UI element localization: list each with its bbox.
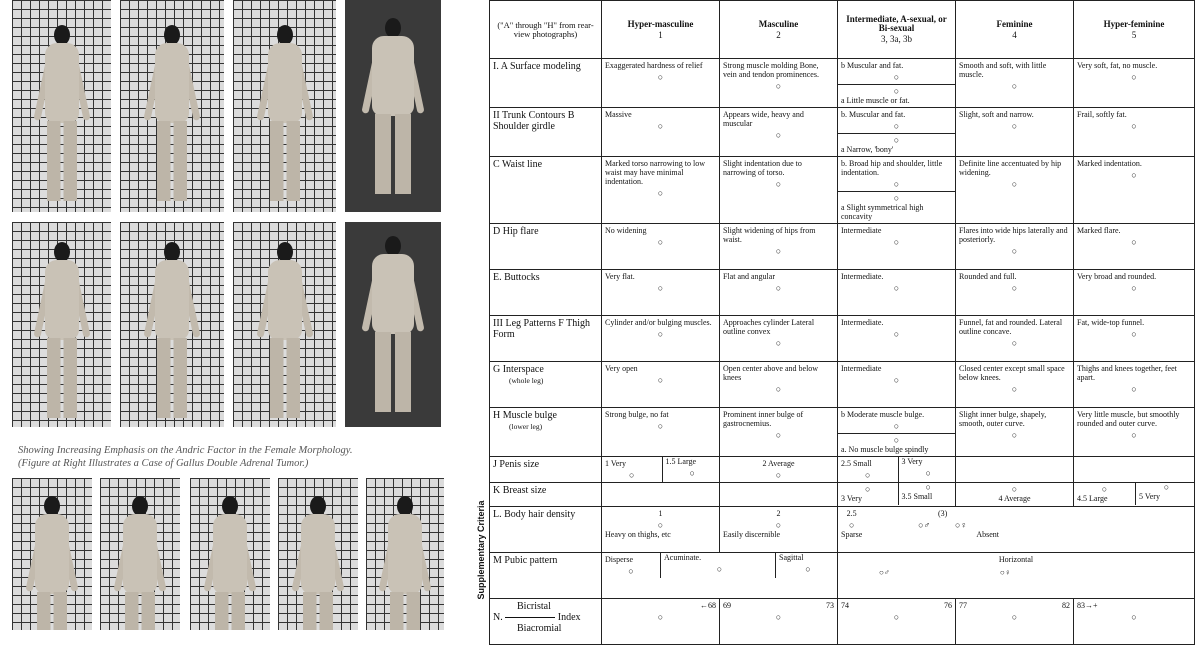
- photo-rear-1: [12, 222, 111, 427]
- row-cell-c3: b Muscular and fat. ○ ○ a Little muscle or fat.: [838, 59, 956, 108]
- row-desc-c5: Frail, softly fat.: [1077, 110, 1127, 119]
- row-cell-c1: [602, 157, 720, 224]
- row-cell-c5: [1074, 408, 1195, 457]
- pubic-female: ♀: [1004, 568, 1011, 577]
- index-c2: 69 73 ○: [720, 599, 838, 645]
- penis-d: 2.5 Small: [841, 459, 872, 468]
- row-desc-c2: Strong muscle molding Bone, vein and tendon prominences.: [723, 61, 819, 79]
- row-crit-label: D Hip flare: [493, 226, 539, 237]
- penis-crit: J Penis size: [490, 457, 602, 483]
- row-crit-label: C Waist line: [493, 159, 543, 170]
- row-cell-c5: [1074, 224, 1195, 270]
- row-desc-c3a: Intermediate: [841, 364, 882, 373]
- row-desc-c5: Very little muscle, but smoothly rounded and outer curve.: [1077, 410, 1180, 428]
- row-desc-c3a: b. Broad hip and shoulder, little indentation.: [841, 159, 943, 177]
- row-desc-c4: Slight, soft and narrow.: [959, 110, 1034, 119]
- marker-circle: ○: [657, 72, 664, 82]
- row-desc-c2: Flat and angular: [723, 272, 775, 281]
- row-desc-c3b: a Slight symmetrical high concavity: [841, 203, 924, 221]
- breast-c1: [602, 483, 720, 507]
- breast-d: 4.5 Large: [1077, 494, 1108, 503]
- row-cell-c4: [956, 108, 1074, 157]
- penis-c2: 2 Average ○: [720, 457, 838, 483]
- criteria-row: [490, 224, 1195, 270]
- row-desc-c1: No widening: [605, 226, 647, 235]
- row-desc-c1: Very flat.: [605, 272, 635, 281]
- marker-circle: ○: [1131, 170, 1137, 180]
- pubic-c12: Disperse ○ Acuminate. ○ Sagittal ○: [602, 553, 838, 599]
- row-desc-c3a: b. Muscular and fat.: [841, 110, 906, 119]
- marker-circle: ○: [1011, 283, 1018, 293]
- row-crit: [490, 224, 602, 270]
- pubic-row: [490, 553, 1195, 599]
- marker-circle: ○: [1131, 237, 1137, 247]
- row-cell-c2: [720, 157, 838, 224]
- row-cell-c3: b Moderate muscle bulge. ○ ○ a. No muscle bulge spindly: [838, 408, 956, 457]
- row-cell-c4: [956, 157, 1074, 224]
- photo-rear-3: [233, 222, 336, 427]
- row-desc-c5: Marked flare.: [1077, 226, 1121, 235]
- header-col2: [720, 1, 838, 59]
- row-cell-c1: [602, 362, 720, 408]
- marker-circle: ○: [657, 237, 664, 247]
- photo-front-3: [233, 0, 336, 212]
- hair-t2: Easily discernible: [723, 530, 781, 539]
- row-crit-label: III Leg Patterns F Thigh Form: [493, 318, 591, 340]
- marker-circle: ○: [775, 430, 782, 440]
- header-col2-num: 2: [776, 29, 781, 40]
- row-cell-c3: [838, 270, 956, 316]
- marker-circle: ○: [657, 375, 664, 385]
- index-bot: Biacromial: [517, 623, 562, 634]
- row-cell-c5: [1074, 59, 1195, 108]
- row-desc-c4: Rounded and full.: [959, 272, 1017, 281]
- breast-c2: [720, 483, 838, 507]
- row-cell-c2: [720, 408, 838, 457]
- marker-circle: ○: [893, 72, 900, 82]
- index-r4a: 77: [959, 601, 967, 610]
- row-cell-c1: [602, 316, 720, 362]
- row-cell-c3: b. Broad hip and shoulder, little indentation. ○ ○ a Slight symmetrical high concavity: [838, 157, 956, 224]
- row-cell-c2: [720, 59, 838, 108]
- marker-circle: ○: [893, 375, 900, 385]
- header-row: [490, 1, 1195, 59]
- photo-bottom-3: [190, 478, 270, 630]
- row-desc-c4: Closed center except small space below knees.: [959, 364, 1065, 382]
- row-crit: [490, 108, 602, 157]
- row-desc-c1: Very open: [605, 364, 638, 373]
- row-desc-c2: Approaches cylinder Lateral outline convex: [723, 318, 815, 336]
- penis-a: 1 Very: [605, 459, 626, 468]
- pubic-a: Disperse: [605, 555, 633, 564]
- header-col4-label: Feminine: [996, 18, 1033, 29]
- header-col3-num: 3, 3a, 3b: [881, 34, 912, 44]
- header-col1-num: 1: [658, 29, 663, 40]
- pubic-d: Horizontal: [998, 555, 1034, 564]
- photo-bottom-5: [366, 478, 444, 630]
- row-desc-c2: Appears wide, heavy and muscular: [723, 110, 804, 128]
- hair-n3: 2.5: [846, 509, 857, 518]
- row-crit-label: I. A Surface modeling: [493, 61, 581, 72]
- row-cell-c1: [602, 408, 720, 457]
- row-desc-c1: Cylinder and/or bulging muscles.: [605, 318, 712, 327]
- header-col0: ("A" through "H" from rear-view photographs): [490, 1, 602, 59]
- row-desc-c2: Slight widening of hips from waist.: [723, 226, 816, 244]
- hair-male: ♂: [923, 520, 931, 530]
- marker-circle: ○: [1011, 246, 1018, 256]
- pubic-male: ♂: [883, 568, 890, 577]
- hair-n1: 1: [658, 509, 663, 518]
- penis-c5: [1074, 457, 1195, 483]
- header-col3-label: Intermediate, A-sexual, or Bi-sexual: [846, 14, 947, 33]
- side-label-text: Supplementary Criteria: [476, 500, 486, 600]
- row-cell-c5: [1074, 316, 1195, 362]
- marker-circle: ○: [657, 188, 664, 198]
- row-desc-c4: Funnel, fat and rounded. Lateral outline concave.: [959, 318, 1063, 336]
- marker-circle: ○: [657, 329, 664, 339]
- marker-circle: ○: [1131, 329, 1137, 339]
- marker-circle: ○: [1011, 121, 1018, 131]
- index-top: Bicristal: [517, 601, 551, 612]
- row-desc-c4: Flares into wide hips laterally and posteriorly.: [959, 226, 1068, 244]
- photo-bottom-2: [100, 478, 180, 630]
- pubic-c: Sagittal: [779, 553, 804, 562]
- row-crit-sub: (lower leg): [509, 422, 543, 431]
- row-desc-c5: Very broad and rounded.: [1077, 272, 1157, 281]
- row-desc-c4: Smooth and soft, with little muscle.: [959, 61, 1047, 79]
- row-desc-c4: Slight inner bulge, shapely, smooth, outer curve.: [959, 410, 1047, 428]
- header-col3: [838, 1, 956, 59]
- index-c1: ←68 ○: [602, 599, 720, 645]
- breast-a: 3 Very: [841, 494, 862, 503]
- caption-line-2: (Figure at Right Illustrates a Case of Gallus Double Adrenal Tumor.): [18, 458, 309, 469]
- main-rows: [490, 59, 1195, 457]
- photo-caption: [18, 444, 443, 470]
- row-desc-c5: Very soft, fat, no muscle.: [1077, 61, 1158, 70]
- marker-circle: ○: [893, 421, 900, 431]
- criteria-row: [490, 408, 1195, 457]
- row-cell-c2: [720, 108, 838, 157]
- header-col4-num: 4: [1012, 29, 1017, 40]
- hair-c345: 2.5 ○ Sparse (3) ○♂ ○♀ Absent: [838, 507, 1195, 553]
- row-crit: [490, 408, 602, 457]
- criteria-row: [490, 270, 1195, 316]
- row-desc-c3b: a Narrow, 'bony': [841, 145, 894, 154]
- breast-c4: ○ 4 Average: [956, 483, 1074, 507]
- marker-circle: ○: [775, 130, 782, 140]
- penis-c: 2 Average: [762, 459, 795, 468]
- row-desc-c1: Marked torso narrowing to low waist may have minimal indentation.: [605, 159, 705, 186]
- header-col5: [1074, 1, 1195, 59]
- marker-circle: ○: [775, 338, 782, 348]
- index-r3b: 76: [944, 601, 952, 610]
- hair-n4: (3): [938, 509, 948, 518]
- row-desc-c3a: Intermediate: [841, 226, 882, 235]
- marker-circle: ○: [1011, 179, 1018, 189]
- row-cell-c1: [602, 270, 720, 316]
- pubic-c345: Horizontal ○♂ ○♀: [838, 553, 1195, 599]
- caption-line-1: Showing Increasing Emphasis on the Andric Factor in the Female Morphology.: [18, 445, 353, 456]
- breast-c3: ○ 3 Very ○ 3.5 Small: [838, 483, 956, 507]
- marker-circle: ○: [775, 384, 782, 394]
- row-cell-c2: [720, 362, 838, 408]
- row-cell-c3: [838, 224, 956, 270]
- index-crit: [490, 599, 602, 645]
- photo-front-4: [345, 0, 441, 212]
- index-suffix: Index: [557, 612, 581, 623]
- row-cell-c5: [1074, 270, 1195, 316]
- row-desc-c2: Prominent inner bulge of gastrocnemius.: [723, 410, 804, 428]
- row-crit-label: H Muscle bulge: [493, 410, 557, 421]
- row-desc-c5: Fat, wide-top funnel.: [1077, 318, 1145, 327]
- row-desc-c5: Thighs and knees together, feet apart.: [1077, 364, 1177, 382]
- index-r2a: 69: [723, 601, 731, 610]
- marker-circle: ○: [775, 81, 782, 91]
- criteria-row: [490, 59, 1195, 108]
- photo-bottom-4: [278, 478, 358, 630]
- row-desc-c2: Slight indentation due to narrowing of torso.: [723, 159, 802, 177]
- pubic-crit: M Pubic pattern: [490, 553, 602, 599]
- hair-row: [490, 507, 1195, 553]
- index-row: [490, 599, 1195, 645]
- hair-t1: Heavy on thighs, etc: [605, 530, 671, 539]
- row-desc-c3a: b Muscular and fat.: [841, 61, 904, 70]
- row-cell-c1: [602, 108, 720, 157]
- breast-c: 4 Average: [998, 494, 1031, 503]
- index-r3a: 74: [841, 601, 849, 610]
- row-crit: [490, 157, 602, 224]
- marker-circle: ○: [893, 237, 900, 247]
- marker-circle: ○: [1011, 430, 1018, 440]
- hair-female: ♀: [960, 520, 968, 530]
- row-crit-label: E. Buttocks: [493, 272, 540, 283]
- row-cell-c2: [720, 224, 838, 270]
- hair-t4: Absent: [976, 530, 999, 539]
- row-desc-c3a: Intermediate.: [841, 318, 884, 327]
- row-cell-c5: [1074, 157, 1195, 224]
- index-r1a: ←68: [700, 601, 716, 610]
- row-cell-c4: [956, 270, 1074, 316]
- marker-circle: ○: [657, 283, 664, 293]
- header-col5-label: Hyper-feminine: [1103, 18, 1165, 29]
- row-cell-c3: b. Muscular and fat. ○ ○ a Narrow, 'bony': [838, 108, 956, 157]
- hair-crit: L. Body hair density: [490, 507, 602, 553]
- row-crit-label: II Trunk Contours B Shoulder girdle: [493, 110, 575, 132]
- index-c4: 77 82 ○: [956, 599, 1074, 645]
- header-col1-label: Hyper-masculine: [627, 18, 694, 29]
- penis-c1: 1 Very ○ 1.5 Large ○: [602, 457, 720, 483]
- criteria-row: [490, 157, 1195, 224]
- marker-circle: ○: [1131, 121, 1137, 131]
- row-cell-c4: [956, 224, 1074, 270]
- marker-circle: ○: [1131, 384, 1137, 394]
- row-cell-c4: [956, 362, 1074, 408]
- index-n: N.: [493, 612, 503, 623]
- photo-rear-4: [345, 222, 441, 427]
- side-label: [474, 480, 488, 620]
- marker-circle: ○: [657, 421, 664, 431]
- index-r5a: 83→+: [1077, 601, 1098, 610]
- marker-circle: ○: [893, 329, 900, 339]
- breast-e: 5 Very: [1139, 492, 1160, 501]
- header-col4: [956, 1, 1074, 59]
- row-desc-c3a: Intermediate.: [841, 272, 884, 281]
- row-desc-c1: Exaggerated hardness of relief: [605, 61, 703, 70]
- header-col1: [602, 1, 720, 59]
- penis-e: 3 Very: [901, 457, 923, 466]
- photo-rear-2: [120, 222, 224, 427]
- breast-crit: K Breast size: [490, 483, 602, 507]
- breast-b: 3.5 Small: [901, 492, 933, 501]
- marker-circle: ○: [775, 283, 782, 293]
- photo-bottom-1: [12, 478, 92, 630]
- marker-circle: ○: [775, 179, 782, 189]
- row-cell-c4: [956, 408, 1074, 457]
- row-cell-c1: [602, 59, 720, 108]
- criteria-row: [490, 108, 1195, 157]
- row-crit: [490, 270, 602, 316]
- row-crit: [490, 59, 602, 108]
- marker-circle: ○: [893, 179, 900, 189]
- hair-t3: Sparse: [841, 530, 863, 539]
- row-cell-c2: [720, 316, 838, 362]
- row-cell-c4: [956, 316, 1074, 362]
- row-crit: [490, 362, 602, 408]
- penis-b: 1.5 Large: [665, 457, 697, 466]
- row-desc-c3b: a Little muscle or fat.: [841, 96, 910, 105]
- pubic-b: Acuminate.: [664, 553, 702, 562]
- marker-circle: ○: [775, 246, 782, 256]
- index-r4b: 82: [1062, 601, 1070, 610]
- row-desc-c3b: a. No muscle bulge spindly: [841, 445, 929, 454]
- marker-circle: ○: [1131, 283, 1137, 293]
- header-col5-num: 5: [1131, 29, 1137, 40]
- marker-circle: ○: [657, 121, 664, 131]
- row-cell-c5: [1074, 108, 1195, 157]
- breast-c5: ○ 4.5 Large ○ 5 Very: [1074, 483, 1195, 507]
- marker-circle: ○: [1011, 384, 1018, 394]
- row-crit: [490, 316, 602, 362]
- row-cell-c1: [602, 224, 720, 270]
- row-desc-c5: Marked indentation.: [1077, 159, 1142, 168]
- row-crit-label: G Interspace: [493, 364, 544, 375]
- penis-c4: [956, 457, 1074, 483]
- photo-front-2: [120, 0, 224, 212]
- breast-row: [490, 483, 1195, 507]
- criteria-row: [490, 362, 1195, 408]
- criteria-row: [490, 316, 1195, 362]
- marker-circle: ○: [1131, 430, 1137, 440]
- hair-c2: 2 ○ Easily discernible: [720, 507, 838, 553]
- header-col2-label: Masculine: [758, 18, 799, 29]
- hair-c1: 1 ○ Heavy on thighs, etc: [602, 507, 720, 553]
- photo-front-1: [12, 0, 111, 212]
- marker-circle: ○: [1011, 81, 1018, 91]
- row-desc-c3a: b Moderate muscle bulge.: [841, 410, 925, 419]
- row-desc-c1: Massive: [605, 110, 632, 119]
- penis-c3: 2.5 Small ○ 3 Very ○: [838, 457, 956, 483]
- criteria-table: [489, 0, 1195, 645]
- marker-circle: ○: [1011, 338, 1018, 348]
- row-desc-c4: Definite line accentuated by hip widening.: [959, 159, 1062, 177]
- row-cell-c4: [956, 59, 1074, 108]
- marker-circle: ○: [893, 283, 900, 293]
- penis-row: [490, 457, 1195, 483]
- index-r2b: 73: [826, 601, 834, 610]
- marker-circle: ○: [1131, 72, 1137, 82]
- row-crit-sub: (whole leg): [509, 376, 544, 385]
- marker-circle: ○: [893, 121, 900, 131]
- hair-n2: 2: [776, 509, 781, 518]
- index-c5: 83→+ ○: [1074, 599, 1195, 645]
- photo-panel: [0, 0, 450, 630]
- row-cell-c2: [720, 270, 838, 316]
- row-desc-c2: Open center above and below knees: [723, 364, 819, 382]
- row-cell-c3: [838, 316, 956, 362]
- row-cell-c5: [1074, 362, 1195, 408]
- row-cell-c3: [838, 362, 956, 408]
- row-desc-c1: Strong bulge, no fat: [605, 410, 669, 419]
- index-c3: 74 76 ○: [838, 599, 956, 645]
